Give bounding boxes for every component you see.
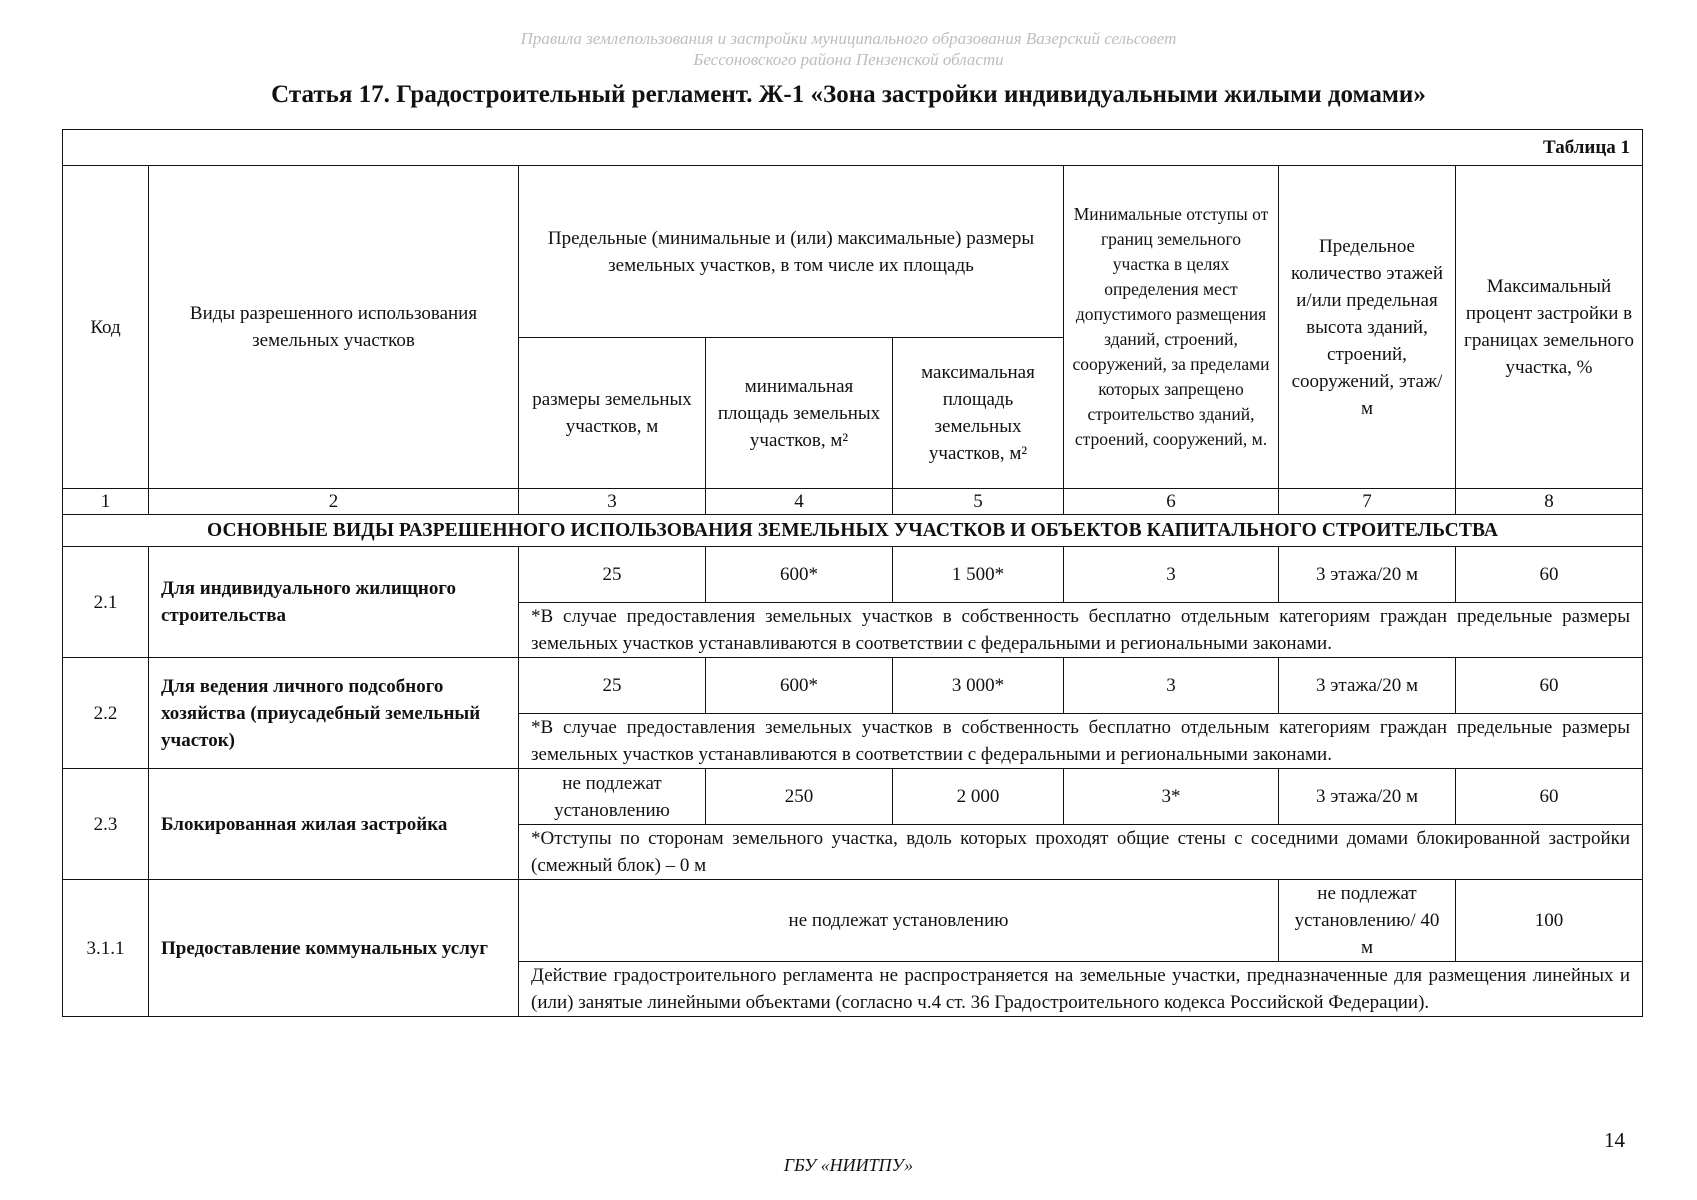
row-coverage: 60 bbox=[1456, 769, 1643, 825]
row-min-area: 250 bbox=[706, 769, 893, 825]
table-row bbox=[63, 769, 1643, 825]
row-coverage: 100 bbox=[1456, 880, 1643, 962]
header-floors: Предельное количество этажей и/или предельная высота зданий, строений, сооружений, этаж/м bbox=[1279, 166, 1456, 489]
footer: ГБУ «НИИТПУ» bbox=[783, 1155, 914, 1175]
running-head bbox=[0, 28, 1697, 70]
column-number: 7 bbox=[1279, 489, 1456, 515]
page-number: 14 bbox=[1604, 1128, 1625, 1152]
row-min-area: 600* bbox=[706, 547, 893, 603]
header-min-area: минимальная площадь земельных участков, м² bbox=[706, 338, 893, 489]
row-setback: 3* bbox=[1064, 769, 1279, 825]
row-max-area: 1 500* bbox=[893, 547, 1064, 603]
table-row bbox=[63, 547, 1643, 603]
row-sizes: 25 bbox=[519, 658, 706, 714]
running-head-line-2: Бессоновского района Пензенской области bbox=[693, 50, 1004, 69]
row-note: *Отступы по сторонам земельного участка, вдоль которых проходят общие стены с соседними домами блокированной застройки (смежный блок) – 0 м bbox=[519, 825, 1643, 880]
header-sizes: размеры земельных участков, м bbox=[519, 338, 706, 489]
row-setback: 3 bbox=[1064, 658, 1279, 714]
row-name: Предоставление коммунальных услуг bbox=[149, 880, 519, 1017]
column-number: 5 bbox=[893, 489, 1064, 515]
header-limit-sizes: Предельные (минимальные и (или) максимальные) размеры земельных участков, в том числе их площадь bbox=[519, 166, 1064, 338]
row-code: 2.2 bbox=[63, 658, 149, 769]
column-number: 4 bbox=[706, 489, 893, 515]
column-number: 6 bbox=[1064, 489, 1279, 515]
header-max-area: максимальная площадь земельных участков, м² bbox=[893, 338, 1064, 489]
row-max-area: 3 000* bbox=[893, 658, 1064, 714]
row-floors: 3 этажа/20 м bbox=[1279, 658, 1456, 714]
row-name: Для ведения личного подсобного хозяйства (приусадебный земельный участок) bbox=[149, 658, 519, 769]
header-setbacks: Минимальные отступы от границ земельного участка в целях определения мест допустимого размещения зданий, строений, сооружений, за пределами которых запрещено строительство зданий, строений, сооружений, м. bbox=[1064, 166, 1279, 489]
row-code: 2.3 bbox=[63, 769, 149, 880]
row-note: *В случае предоставления земельных участков в собственность бесплатно отдельным категориям граждан предельные размеры земельных участков устанавливаются в соответствии с федеральными и региональными законами. bbox=[519, 603, 1643, 658]
row-name: Блокированная жилая застройка bbox=[149, 769, 519, 880]
row-setback: 3 bbox=[1064, 547, 1279, 603]
table-row bbox=[63, 658, 1643, 714]
column-number: 2 bbox=[149, 489, 519, 515]
row-max-area: 2 000 bbox=[893, 769, 1064, 825]
row-code: 3.1.1 bbox=[63, 880, 149, 1017]
row-sizes: 25 bbox=[519, 547, 706, 603]
row-code: 2.1 bbox=[63, 547, 149, 658]
page-title: Статья 17. Градостроительный регламент. Ж-1 «Зона застройки индивидуальными жилыми домами» bbox=[271, 81, 1426, 108]
row-coverage: 60 bbox=[1456, 547, 1643, 603]
section-title: ОСНОВНЫЕ ВИДЫ РАЗРЕШЕННОГО ИСПОЛЬЗОВАНИЯ ЗЕМЕЛЬНЫХ УЧАСТКОВ И ОБЪЕКТОВ КАПИТАЛЬНОГО СТРОИТЕЛЬСТВА bbox=[63, 515, 1643, 547]
row-name: Для индивидуального жилищного строительства bbox=[149, 547, 519, 658]
row-sizes: не подлежат установлению bbox=[519, 769, 706, 825]
regulation-table bbox=[62, 129, 1643, 1017]
table-caption: Таблица 1 bbox=[63, 130, 1643, 166]
header-code: Код bbox=[63, 166, 149, 489]
column-number: 3 bbox=[519, 489, 706, 515]
row-coverage: 60 bbox=[1456, 658, 1643, 714]
row-merged-value: не подлежат установлению bbox=[519, 880, 1279, 962]
column-number: 8 bbox=[1456, 489, 1643, 515]
header-types: Виды разрешенного использования земельных участков bbox=[149, 166, 519, 489]
column-numbers-row bbox=[63, 489, 1643, 515]
column-number: 1 bbox=[63, 489, 149, 515]
row-min-area: 600* bbox=[706, 658, 893, 714]
row-floors: 3 этажа/20 м bbox=[1279, 547, 1456, 603]
row-note: *В случае предоставления земельных участков в собственность бесплатно отдельным категориям граждан предельные размеры земельных участков устанавливаются в соответствии с федеральными и региональными законами. bbox=[519, 714, 1643, 769]
table-row bbox=[63, 880, 1643, 962]
row-floors: не подлежат установлению/ 40 м bbox=[1279, 880, 1456, 962]
header-coverage: Максимальный процент застройки в границах земельного участка, % bbox=[1456, 166, 1643, 489]
row-note: Действие градостроительного регламента не распространяется на земельные участки, предназначенные для размещения линейных и (или) занятые линейными объектами (согласно ч.4 ст. 36 Градостроительного кодекса Российской Федерации). bbox=[519, 962, 1643, 1017]
running-head-line-1: Правила землепользования и застройки муниципального образования Вазерский сельсовет bbox=[520, 29, 1177, 48]
row-floors: 3 этажа/20 м bbox=[1279, 769, 1456, 825]
